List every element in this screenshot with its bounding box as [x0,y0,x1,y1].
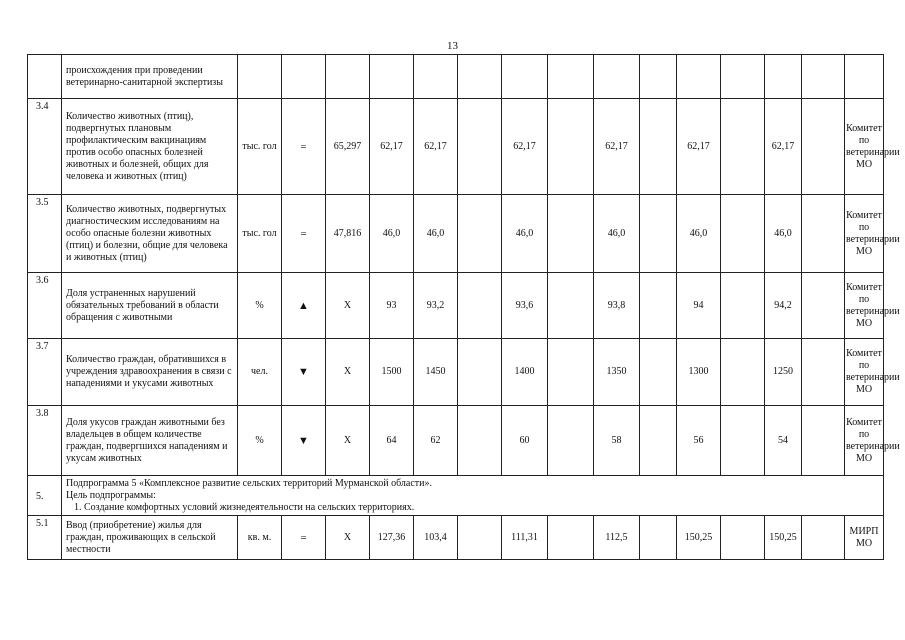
value-cell: 62 [414,406,458,476]
unit-cell: % [238,406,282,476]
value-cell: 62,17 [677,99,721,195]
value-cell [458,516,502,560]
value-cell: 1350 [594,339,640,406]
responsible-org: Комитет по ветеринарии МО [845,99,884,195]
value-cell [721,406,765,476]
subprogram-title: Подпрограмма 5 «Комплексное развитие сельских территорий Мурманской области». [66,477,433,489]
table-row [28,339,884,406]
value-cell: 54 [765,406,802,476]
value-cell [802,516,845,560]
value-cell: 94 [677,273,721,339]
subprogram-number: 5. [28,476,62,516]
responsible-org: МИРП МО [845,516,884,560]
unit-cell: % [238,273,282,339]
table-row [28,516,884,560]
value-cell [721,516,765,560]
value-cell [458,339,502,406]
value-cell: 46,0 [765,195,802,273]
value-cell: 62,17 [370,99,414,195]
value-cell: 62,17 [414,99,458,195]
value-cell [640,339,677,406]
value-cell [802,55,845,99]
value-cell [548,406,594,476]
value-cell [548,99,594,195]
indicator-name: Доля устраненных нарушений обязательных требований в области обращения с животными [62,273,238,339]
trend-indicator [282,55,326,99]
value-cell: 62,17 [765,99,802,195]
value-cell: 58 [594,406,640,476]
trend-indicator: ▼ [282,339,326,406]
subprogram-description [62,476,884,516]
value-cell [721,273,765,339]
value-cell: 56 [677,406,721,476]
value-cell [640,273,677,339]
value-cell [721,195,765,273]
value-cell: 93,2 [414,273,458,339]
value-cell [802,99,845,195]
table-row [28,406,884,476]
value-cell [414,55,458,99]
unit-cell [238,55,282,99]
value-cell [458,99,502,195]
value-cell [548,339,594,406]
unit-cell: чел. [238,339,282,406]
trend-indicator: ▼ [282,406,326,476]
value-cell [677,55,721,99]
row-number: 3.8 [28,406,62,476]
table-row [28,99,884,195]
value-cell [802,339,845,406]
value-cell: 62,17 [594,99,640,195]
value-cell [640,406,677,476]
row-number [28,55,62,99]
subprogram-goal-label: Цель подпрограммы: [66,489,156,501]
value-cell: 103,4 [414,516,458,560]
value-cell: 65,297 [326,99,370,195]
value-cell [640,516,677,560]
value-cell [458,406,502,476]
value-cell [548,195,594,273]
value-cell: 1250 [765,339,802,406]
value-cell: Х [326,273,370,339]
value-cell: 1300 [677,339,721,406]
value-cell: 62,17 [502,99,548,195]
value-cell: 94,2 [765,273,802,339]
value-cell: 150,25 [677,516,721,560]
value-cell [370,55,414,99]
value-cell: Х [326,406,370,476]
value-cell: 46,0 [414,195,458,273]
row-number: 3.4 [28,99,62,195]
value-cell: 111,31 [502,516,548,560]
value-cell [594,55,640,99]
value-cell: 1500 [370,339,414,406]
value-cell [548,516,594,560]
value-cell [640,195,677,273]
indicator-name: Доля укусов граждан животными без владельцев в общем количестве граждан, подвергшихся нападениям и укусам животных [62,406,238,476]
value-cell [845,55,884,99]
unit-cell: тыс. гол [238,99,282,195]
value-cell [802,195,845,273]
value-cell: 46,0 [677,195,721,273]
row-number: 3.5 [28,195,62,273]
value-cell: 64 [370,406,414,476]
row-number: 5.1 [28,516,62,560]
value-cell: 1450 [414,339,458,406]
responsible-org: Комитет по ветеринарии МО [845,406,884,476]
trend-indicator: = [282,99,326,195]
value-cell [458,55,502,99]
value-cell [640,55,677,99]
subprogram-goal-item: 1. Создание комфортных условий жизнедеятельности на сельских территориях. [74,501,415,513]
indicator-name: происхождения при проведении ветеринарно-санитарной экспертизы [62,55,238,99]
value-cell [502,55,548,99]
page-number: 13 [447,40,458,52]
indicator-name: Количество животных, подвергнутых диагностическим исследованиям на особо опасные болезни животных (птиц) и болезни, общие для человека и животных (птиц) [62,195,238,273]
value-cell: 47,816 [326,195,370,273]
row-number: 3.7 [28,339,62,406]
value-cell [765,55,802,99]
trend-indicator: = [282,195,326,273]
value-cell [721,99,765,195]
indicator-name: Количество граждан, обратившихся в учреждения здравоохранения в связи с нападениями и укусами животных [62,339,238,406]
value-cell: 93,6 [502,273,548,339]
indicator-name: Ввод (приобретение) жилья для граждан, проживающих в сельской местности [62,516,238,560]
table-row [28,273,884,339]
indicator-name: Количество животных (птиц), подвергнутых плановым профилактическим вакцинациям против особо опасных болезней животных и болезней, общих для человека и животных (птиц) [62,99,238,195]
value-cell [721,55,765,99]
table-row [28,195,884,273]
value-cell: 127,36 [370,516,414,560]
value-cell [458,273,502,339]
unit-cell: кв. м. [238,516,282,560]
responsible-org: Комитет по ветеринарии МО [845,339,884,406]
value-cell [802,406,845,476]
value-cell: 112,5 [594,516,640,560]
indicators-table [27,54,900,560]
value-cell: 46,0 [502,195,548,273]
responsible-org: Комитет по ветеринарии МО [845,273,884,339]
value-cell: Х [326,339,370,406]
value-cell: 93,8 [594,273,640,339]
trend-indicator: ▲ [282,273,326,339]
value-cell [721,339,765,406]
value-cell: Х [326,516,370,560]
responsible-org: Комитет по ветеринарии МО [845,195,884,273]
value-cell: 1400 [502,339,548,406]
value-cell [458,195,502,273]
value-cell: 150,25 [765,516,802,560]
trend-indicator: = [282,516,326,560]
subprogram-row [28,476,884,516]
value-cell: 60 [502,406,548,476]
value-cell [802,273,845,339]
value-cell: 46,0 [594,195,640,273]
value-cell [640,99,677,195]
value-cell: 93 [370,273,414,339]
value-cell [548,55,594,99]
value-cell: 46,0 [370,195,414,273]
unit-cell: тыс. гол [238,195,282,273]
table-row [28,55,884,99]
row-number: 3.6 [28,273,62,339]
value-cell [548,273,594,339]
value-cell [326,55,370,99]
